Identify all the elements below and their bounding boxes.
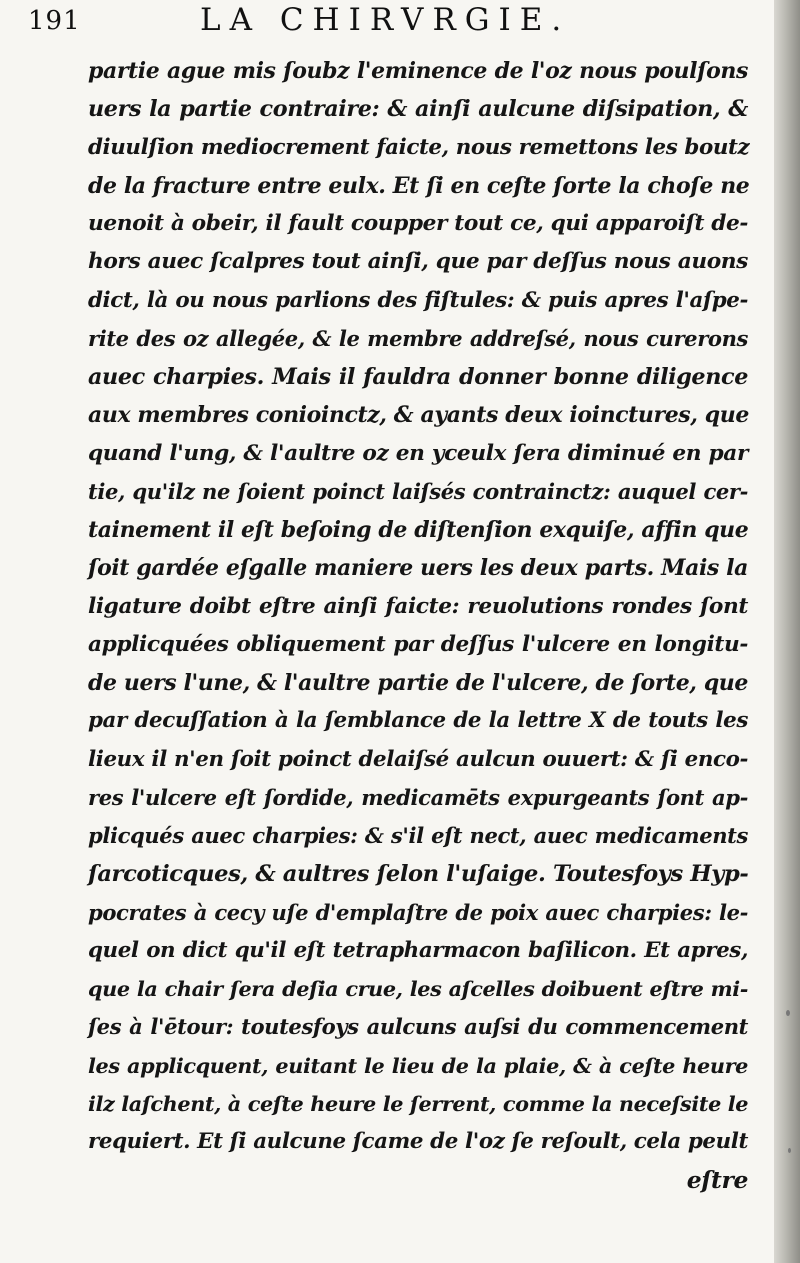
text-line: ilz laſchent, à ceſte heure le ſerrent, comme la neceſsite le	[88, 1090, 749, 1116]
text-line: ſes à l'ētour: toutesfoys aulcuns auſsi du commencement	[88, 1014, 748, 1040]
text-line: dict, là ou nous parlions des fiſtules: & puis apres l'aſpe-	[88, 287, 748, 313]
page-gutter-shadow	[774, 0, 800, 1263]
text-line: de la fracture entre eulx. Et ſi en ceſte ſorte la choſe ne	[88, 172, 750, 199]
text-line: uenoit à obeir, il fault coupper tout ce, qui apparoiſt de-	[88, 211, 748, 236]
text-line: que la chair ſera deſia crue, les aſcelles doibuent eſtre mi-	[88, 976, 748, 1001]
text-line: par decuſſation à la ſemblance de la lettre X de touts les	[88, 708, 748, 734]
text-line: partie ague mis ſoubz l'eminence de l'oz nous poulſons	[88, 58, 748, 84]
text-line: applicquées obliquement par deſſus l'ulcere en longitu-	[88, 631, 748, 657]
text-line: eſtre	[686, 1166, 748, 1195]
text-line: aux membres conioinctz, & ayants deux ioinctures, que	[88, 402, 749, 429]
text-line: lieux il n'en ſoit poinct delaiſsé aulcun ouuert: & ſi enco-	[88, 746, 748, 772]
text-line: tainement il eſt beſoing de diſtenſion exquiſe, affin que	[88, 517, 749, 543]
text-line: auec charpies. Mais il fauldra donner bonne diligence	[88, 364, 748, 390]
text-line: requiert. Et ſi aulcune ſcame de l'oz ſe reſoult, cela peult	[88, 1129, 748, 1154]
body-text	[88, 52, 748, 1200]
text-line: res l'ulcere eſt ſordide, medicamēts expurgeants ſont ap-	[88, 784, 748, 810]
running-head: LA CHIRVRGIE.	[200, 2, 571, 38]
text-line: tie, qu'ilz ne ſoient poinct laiſsés contrainctz: auquel cer-	[88, 478, 748, 504]
text-line: hors auec ſcalpres tout ainſi, que par deſſus nous auons	[88, 249, 748, 275]
text-line: quand l'ung, & l'aultre oz en yceulx ſera diminué en par	[88, 440, 748, 466]
text-line: pocrates à cecy uſe d'emplaſtre de poix auec charpies: le-	[88, 899, 748, 925]
text-line: quel on dict qu'il eſt tetrapharmacon baſilicon. Et apres,	[88, 937, 748, 963]
ink-speck	[788, 1148, 791, 1153]
text-line: les applicquent, euitant le lieu de la plaie, & à ceſte heure	[88, 1052, 748, 1078]
text-line: plicqués auec charpies: & s'il eſt nect, auec medicaments	[88, 823, 748, 848]
text-line: ligature doibt eſtre ainſi faicte: reuolutions rondes ſont	[88, 593, 748, 619]
text-line: rite des oz allegée, & le membre addreſsé, nous curerons	[88, 325, 748, 351]
text-line: uers la partie contraire: & ainſi aulcune diſsipation, &	[88, 96, 748, 123]
text-line: ſarcoticques, & aultres ſelon l'uſaige. Toutesfoys Hyp-	[88, 861, 749, 888]
text-line: de uers l'une, & l'aultre partie de l'ulcere, de ſorte, que	[88, 670, 748, 696]
ink-speck	[786, 1010, 790, 1016]
page-number: 191	[28, 6, 81, 36]
text-line: diuulſion mediocrement faicte, nous remettons les boutz	[88, 134, 750, 160]
text-line: ſoit gardée eſgalle maniere uers les deux parts. Mais la	[88, 555, 748, 582]
